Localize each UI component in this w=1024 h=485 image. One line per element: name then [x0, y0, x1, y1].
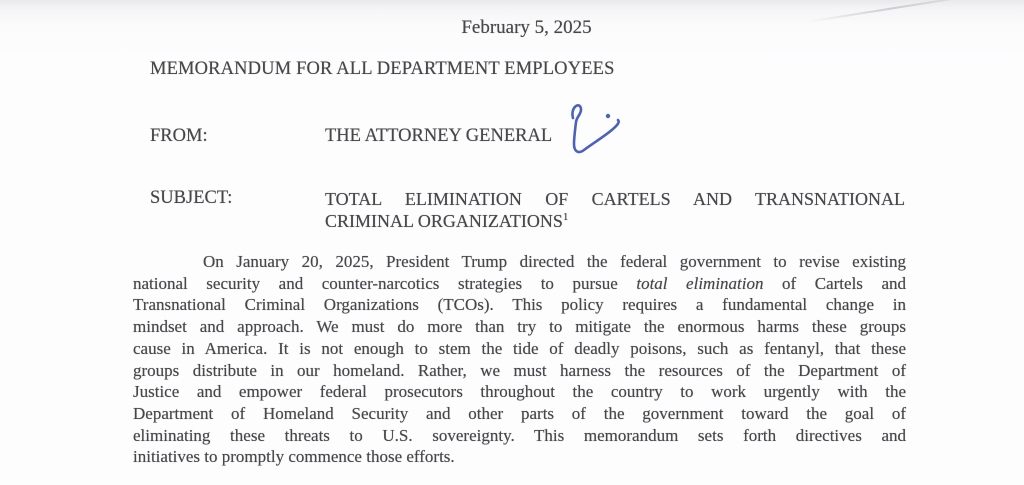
body-line-6: groups distribute in our homeland. Rather, we must harness the resources of the Department of [133, 360, 906, 380]
body-line-1: On January 20, 2025, President Trump directed the federal government to revise existing [203, 252, 906, 271]
from-label: FROM: [150, 126, 208, 146]
subject-line-1: TOTAL ELIMINATION OF CARTELS AND TRANSNATIONAL [325, 189, 905, 209]
body-line-9: eliminating these threats to U.S. sovereignty. This memorandum sets forth directives and [133, 425, 906, 445]
body-line-4: mindset and approach. We must do more than try to mitigate the enormous harms these groups [133, 317, 906, 337]
attorney-general-signature-icon [553, 94, 633, 160]
italic-phrase: total elimination [636, 273, 764, 293]
subject-value [325, 188, 905, 232]
subject-label: SUBJECT: [150, 188, 233, 208]
body-line-10: initiatives to promptly commence those efforts. [133, 447, 455, 467]
body-line-3: Transnational Criminal Organizations (TCOs). This policy requires a fundamental change in [133, 295, 906, 315]
memo-addressee-line: MEMORANDUM FOR ALL DEPARTMENT EMPLOYEES [150, 59, 615, 79]
body-line-7: Justice and empower federal prosecutors throughout the country to work urgently with the [133, 382, 906, 402]
memo-date: February 5, 2025 [461, 17, 592, 38]
from-row [150, 126, 552, 147]
body-line-5: cause in America. It is not enough to stem the tide of deadly poisons, such as fentanyl, that these [133, 338, 906, 358]
from-value: THE ATTORNEY GENERAL [325, 126, 553, 146]
memo-body-paragraph [133, 251, 906, 468]
body-line-8: Department of Homeland Security and other parts of the government toward the goal of [133, 403, 906, 423]
body-line-2: national security and counter-narcotics strategies to pursue total elimination of Cartels and [133, 273, 906, 293]
subject-row [150, 188, 905, 232]
subject-line-2: CRIMINAL ORGANIZATIONS$^1$ [325, 211, 569, 231]
footnote-marker: 1 [562, 211, 569, 223]
